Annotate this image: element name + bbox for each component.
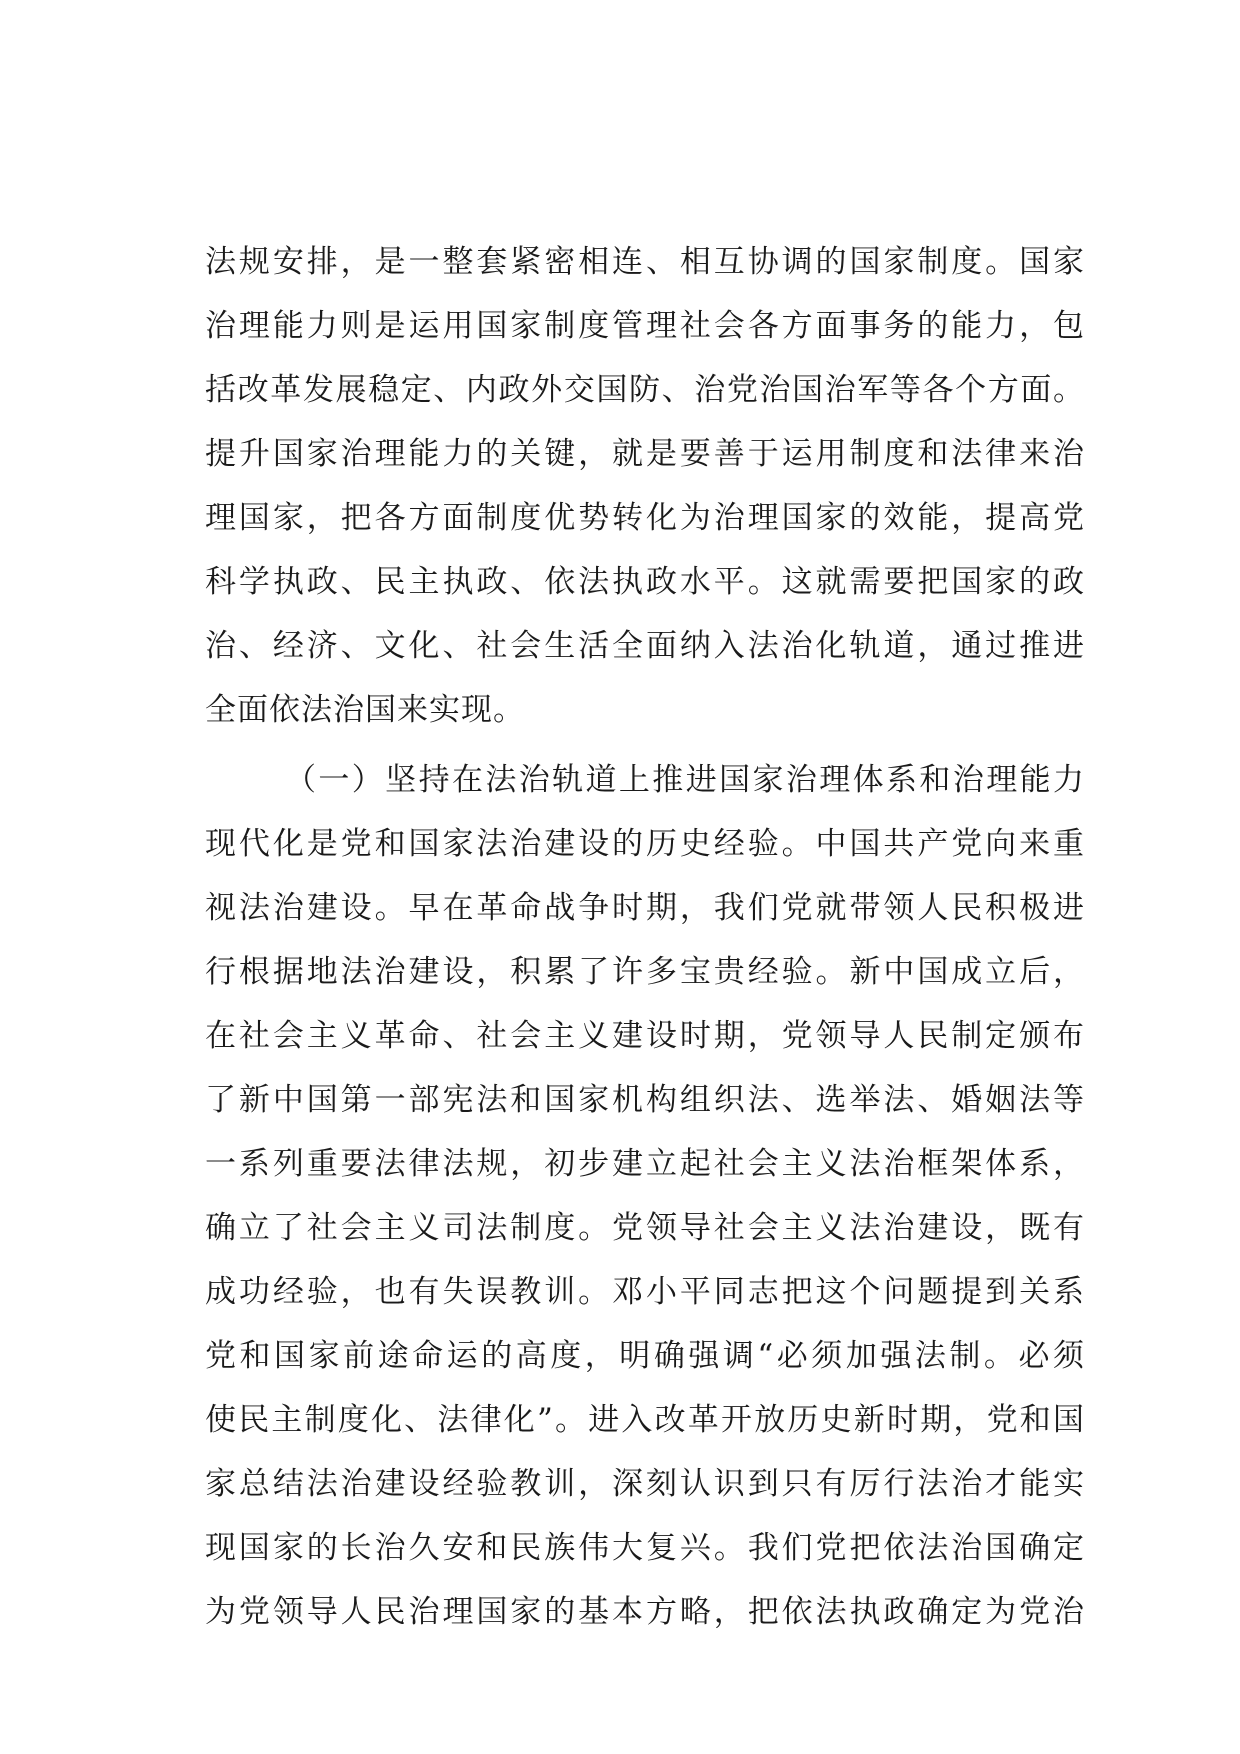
text-line: 科学执政、民主执政、依法执政水平。这就需要把国家的政 bbox=[205, 564, 1085, 600]
text-line: 在社会主义革命、社会主义建设时期，党领导人民制定颁布 bbox=[205, 1018, 1085, 1054]
paragraph-2 bbox=[205, 748, 1085, 1644]
text-line: 成功经验，也有失误教训。邓小平同志把这个问题提到关系 bbox=[205, 1274, 1085, 1310]
text-line: 现代化是党和国家法治建设的历史经验。中国共产党向来重 bbox=[205, 826, 1085, 862]
text-line: 提升国家治理能力的关键，就是要善于运用制度和法律来治 bbox=[205, 436, 1085, 472]
text-line: 视法治建设。早在革命战争时期，我们党就带领人民积极进 bbox=[205, 890, 1085, 926]
text-line: 现国家的长治久安和民族伟大复兴。我们党把依法治国确定 bbox=[205, 1530, 1085, 1566]
text-line: 法规安排，是一整套紧密相连、相互协调的国家制度。国家 bbox=[205, 244, 1085, 280]
text-line: 党和国家前途命运的高度，明确强调“必须加强法制。必须 bbox=[205, 1338, 1085, 1374]
text-line: 家总结法治建设经验教训，深刻认识到只有厉行法治才能实 bbox=[205, 1466, 1085, 1502]
text-line: 行根据地法治建设，积累了许多宝贵经验。新中国成立后， bbox=[205, 954, 1085, 990]
text-line: 括改革发展稳定、内政外交国防、治党治国治军等各个方面。 bbox=[205, 372, 1085, 408]
text-line: 治理能力则是运用国家制度管理社会各方面事务的能力，包 bbox=[205, 308, 1085, 344]
text-line: 一系列重要法律法规，初步建立起社会主义法治框架体系， bbox=[205, 1146, 1085, 1182]
text-line: 理国家，把各方面制度优势转化为治理国家的效能，提高党 bbox=[205, 500, 1085, 536]
text-line: 确立了社会主义司法制度。党领导社会主义法治建设，既有 bbox=[205, 1210, 1085, 1246]
body-text bbox=[205, 230, 1085, 1644]
text-line: 治、经济、文化、社会生活全面纳入法治化轨道，通过推进 bbox=[205, 628, 1085, 664]
text-line: 为党领导人民治理国家的基本方略，把依法执政确定为党治 bbox=[205, 1594, 1085, 1630]
text-line: 了新中国第一部宪法和国家机构组织法、选举法、婚姻法等 bbox=[205, 1082, 1085, 1118]
text-line: 使民主制度化、法律化”。进入改革开放历史新时期，党和国 bbox=[205, 1402, 1085, 1438]
paragraph-1 bbox=[205, 230, 1085, 742]
text-line: 全面依法治国来实现。 bbox=[205, 692, 525, 728]
text-line: （一）坚持在法治轨道上推进国家治理体系和治理能力 bbox=[285, 762, 1085, 798]
